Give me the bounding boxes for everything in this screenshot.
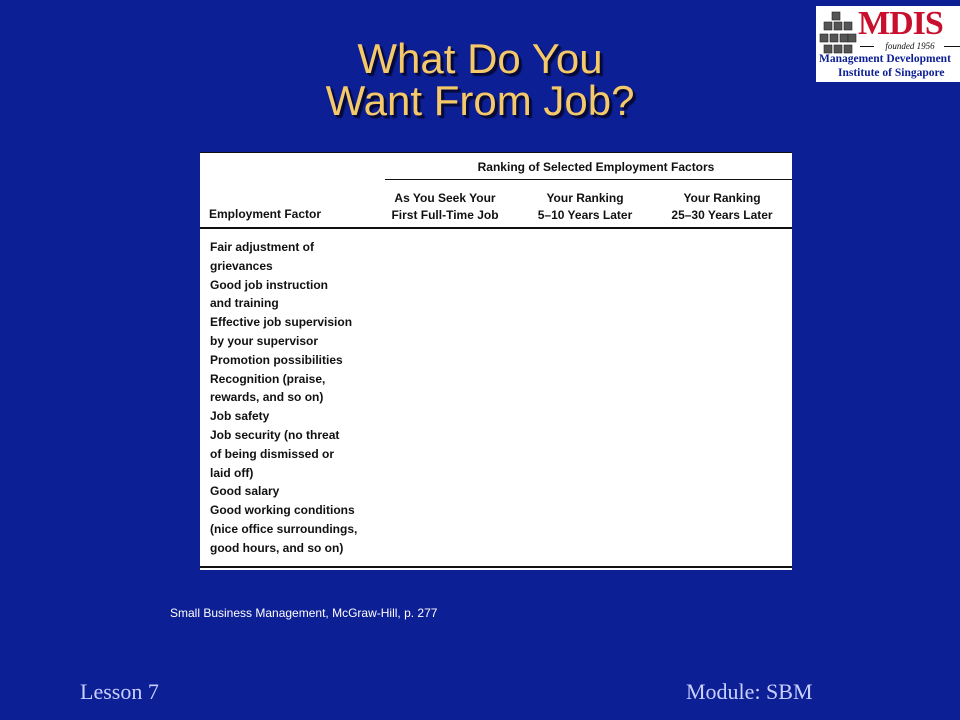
column-header-25-30-years: Your Ranking 25–30 Years Later [671, 191, 773, 222]
logo-brand: MDIS [858, 6, 943, 42]
slide-title-line-1: What Do You [357, 35, 603, 82]
footer-lesson: Lesson 7 [80, 679, 159, 704]
footer-module: Module: SBM [686, 679, 813, 704]
factor-item: Good job instruction and training [210, 277, 328, 311]
header-rule [200, 227, 792, 229]
factor-item: Promotion possibilities [210, 352, 343, 367]
group-header-rule [385, 179, 792, 180]
logo-line-1: Management Development [819, 53, 951, 65]
factor-item: Job safety [210, 409, 270, 424]
factor-item: Job security (no threat of being dismissed or laid off) [210, 427, 340, 480]
source-citation: Small Business Management, McGraw-Hill, p. 277 [170, 606, 438, 620]
factor-list [210, 238, 390, 558]
employment-factor-header: Employment Factor [209, 207, 322, 221]
factor-item: Effective job supervision by your supervisor [210, 315, 353, 348]
ranking-table [200, 152, 792, 570]
factor-item: Fair adjustment of grievances [210, 240, 315, 273]
factor-item: Recognition (praise, rewards, and so on) [210, 371, 326, 405]
logo-divider-right [944, 46, 960, 47]
group-header: Ranking of Selected Employment Factors [477, 160, 715, 174]
top-rule [200, 152, 792, 153]
slide-title-line-2: Want From Job? [325, 77, 635, 124]
factor-item: Good working conditions (nice office surroundings, good hours, and so on) [210, 503, 358, 555]
mdis-logo [816, 6, 960, 82]
cubes-logo-icon [818, 10, 858, 56]
logo-founded: founded 1956 [885, 41, 935, 51]
logo-line-2: Institute of Singapore [838, 67, 945, 79]
column-header-5-10-years: Your Ranking 5–10 Years Later [537, 191, 633, 222]
factor-item: Good salary [210, 484, 280, 499]
column-header-first-job: As You Seek Your First Full-Time Job [391, 191, 499, 222]
bottom-rule [200, 566, 792, 568]
